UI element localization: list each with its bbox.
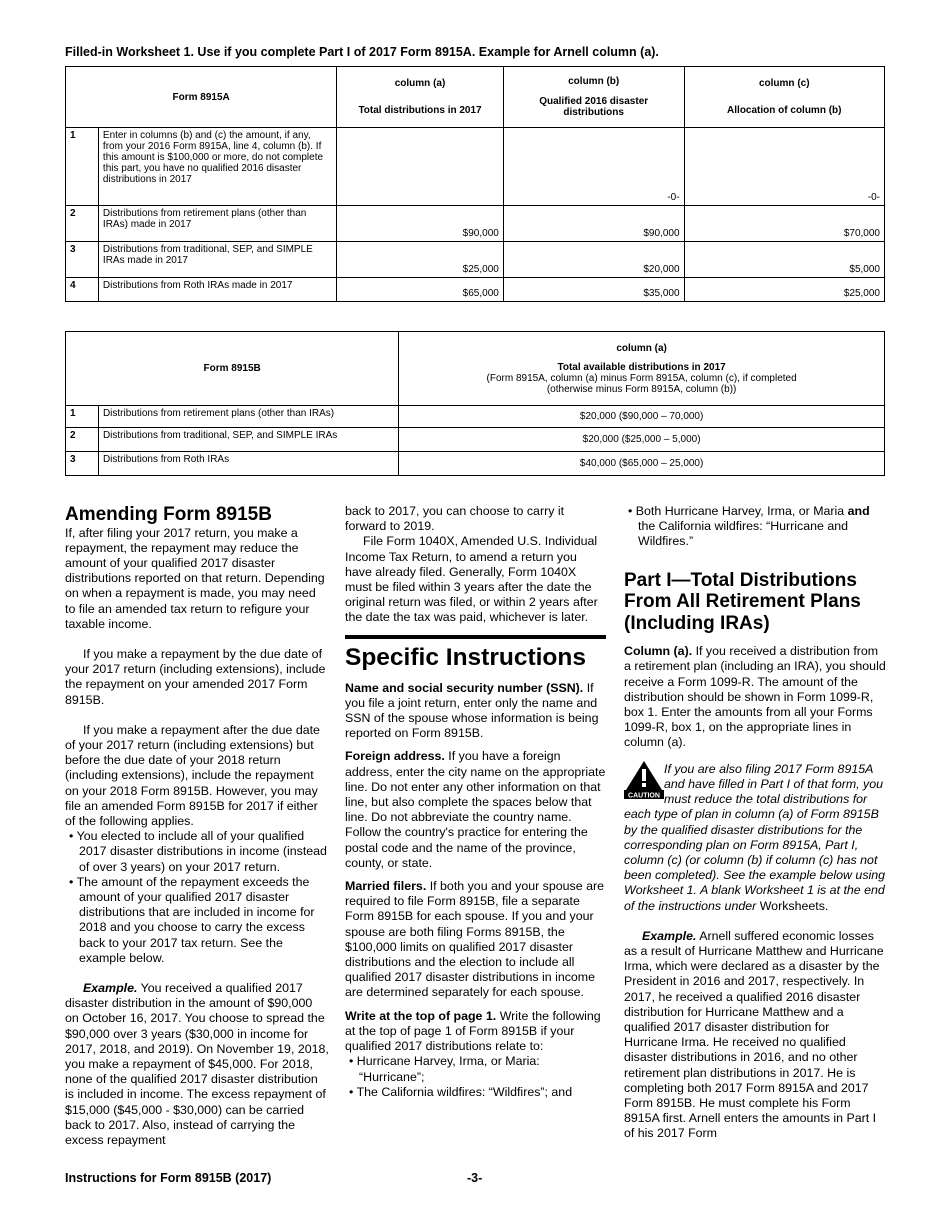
bullet-item: • You elected to include all of your qualified 2017 disaster distributions in income (instead of over 3 years) on your 2017 return. — [69, 829, 327, 874]
example-label: Example. — [642, 928, 697, 943]
bullet-text: Hurricane Harvey, Irma, or Maria: “Hurricane”; — [356, 1054, 540, 1084]
bullet-text: Both Hurricane Harvey, Irma, or Maria — [635, 504, 845, 518]
bullet-text: The California wildfires: “Wildfires”; and — [356, 1084, 573, 1099]
col-a-desc: Total available distributions in 2017 — [557, 361, 726, 373]
part1-heading: Part I—Total Distributions From All Retirement Plans (Including IRAs) — [624, 569, 861, 634]
right-column — [624, 504, 886, 1142]
form-8915a-header: Form 8915A — [66, 67, 337, 128]
column-a-text: If you received a distribution from a retirement plan (including an IRA), you should receive a Form 1099-R. The amount of the distribution should be shown in Form 1099-R, box 1. Enter the amounts from all your Forms 1099-R, box 1, on the appropriate lines in column (a). — [624, 644, 886, 750]
bullet-text-2: the California wildfires: “Hurricane and Wildfires.” — [638, 519, 849, 549]
table-row — [66, 242, 885, 278]
col-b-desc: Qualified 2016 disaster distributions — [539, 96, 649, 118]
worksheet-8915b-table — [65, 331, 885, 476]
ssn-label: Name and social security number (SSN). — [345, 680, 584, 695]
middle-column — [345, 504, 606, 1100]
bullet-item: • Hurricane Harvey, Irma, or Maria: “Hurricane”; — [349, 1054, 540, 1084]
line-number: 2 — [66, 206, 99, 242]
col-b-value: $35,000 — [503, 278, 684, 302]
col-a-note-2: (otherwise minus Form 8915A, column (b)) — [546, 383, 737, 395]
caution-text: If you are also filing 2017 Form 8915A and have filled in Part I of that form, you must reduce the total distributions for each type of plan in column (a) of Form 8915B by the qualified disaster distributions for the corresponding plan on Form 8915A, Part I, column (c) (or column (b) if column (c) has not been completed). See the example below using Worksheet 1. A blank Worksheet 1 is at the end of the instructions under — [624, 761, 886, 913]
write-label: Write at the top of page 1. — [345, 1008, 497, 1023]
line-number: 4 — [66, 278, 99, 302]
form-8915b-header: Form 8915B — [66, 332, 399, 406]
line-number: 1 — [66, 406, 99, 428]
col-b-name: column (b) — [568, 76, 620, 87]
specific-instructions-heading: Specific Instructions — [345, 635, 606, 673]
bullet-item: • The amount of the repayment exceeds the amount of your qualified 2017 disaster distributions that are included in income for 2018 and you choose to carry the excess back to your 2017 tax return. See the example below. — [69, 874, 315, 965]
amending-p1: If, after filing your 2017 return, you make a repayment, the repayment may reduce the amount of your qualified 2017 disaster distributions reported on that return. Depending on when a repayment is made, you may need to file an amended tax return to refigure your taxable income. — [65, 525, 325, 631]
married-filers-paragraph — [345, 879, 606, 1001]
worksheet-8915a-table — [65, 66, 885, 302]
caution-paragraph — [624, 762, 886, 914]
bullet-item: • The California wildfires: “Wildfires”; and — [349, 1084, 573, 1099]
table-row — [66, 278, 885, 302]
line-description: Distributions from traditional, SEP, and SIMPLE IRAs made in 2017 — [98, 242, 336, 278]
amending-p2: If you make a repayment by the due date of your 2017 return (including extensions), include the repayment on your amended 2017 Form 8915B. — [65, 646, 326, 707]
footer-title: Instructions for Form 8915B (2017) — [65, 1171, 272, 1185]
ssn-paragraph — [345, 681, 606, 742]
foreign-text: If you have a foreign address, enter the city name on the appropriate line. Do not enter any other information on that line, but also complete the spaces below that line. Do not abbreviate the country name. Follow the country's practice for entering the postal code and the name of the province, county, or state. — [345, 749, 606, 870]
line-description: Distributions from retirement plans (other than IRAs) made in 2017 — [98, 206, 336, 242]
col-a-value: $25,000 — [337, 242, 504, 278]
line-description: Enter in columns (b) and (c) the amount, if any, from your 2016 Form 8915A, line 4, column (b). If this amount is $100,000 or more, do not complete this part, you have no qualified 2016 disaster distributions in 2017 — [98, 128, 336, 206]
write-text: Write the following at the top of page 1 of Form 8915B if your qualified 2017 distributions relate to: — [345, 1008, 601, 1054]
col-c-value: $25,000 — [684, 278, 884, 302]
page-number: -3- — [467, 1171, 483, 1185]
table-row — [66, 406, 885, 428]
col-c-desc: Allocation of column (b) — [727, 105, 842, 116]
col-b-value: -0- — [503, 128, 684, 206]
foreign-address-paragraph — [345, 749, 606, 871]
col-a-value: $65,000 — [337, 278, 504, 302]
line-number: 3 — [66, 452, 99, 476]
left-column — [65, 504, 329, 1148]
table-row — [66, 128, 885, 206]
col-b-value: $20,000 — [503, 242, 684, 278]
line-number: 2 — [66, 428, 99, 452]
ssn-text: If you file a joint return, enter only the name and SSN of the spouse whose information is being reported on Form 8915B. — [345, 680, 599, 741]
worksheet-title: Filled-in Worksheet 1. Use if you complete Part I of 2017 Form 8915A. Example for Arnell column (a). — [65, 45, 659, 59]
continued-text: back to 2017, you can choose to carry it forward to 2019. — [345, 504, 565, 534]
line-description: Distributions from traditional, SEP, and SIMPLE IRAs — [98, 428, 398, 452]
col-c-value: -0- — [684, 128, 884, 206]
line-description: Distributions from Roth IRAs made in 2017 — [98, 278, 336, 302]
write-top-paragraph — [345, 1009, 606, 1055]
caution-tail: Worksheets. — [759, 898, 829, 913]
table-row — [66, 428, 885, 452]
col-a-value — [337, 128, 504, 206]
col-a-value: $40,000 ($65,000 – 25,000) — [399, 452, 885, 476]
col-a-note-1: (Form 8915A, column (a) minus Form 8915A, column (c), if completed — [486, 372, 797, 384]
married-label: Married filers. — [345, 879, 427, 894]
married-text: If both you and your spouse are required to file Form 8915B, file a separate Form 8915B for each spouse. If you and your spouse are both filing Forms 8915B, the $100,000 limits on qualified 2017 disaster distributions and the election to include all qualified 2017 disaster distributions in income are determined separately for each spouse. — [345, 879, 604, 1000]
table-row — [66, 452, 885, 476]
line-number: 3 — [66, 242, 99, 278]
amending-p3: If you make a repayment after the due date of your 2017 return (including extensions) but before the due date of your 2018 return (including extensions), include the repayment on your 2018 Form 8915B. However, you may file an amended Form 8915B for 2017 if either of the following applies. — [65, 722, 320, 828]
arnell-example — [624, 929, 886, 1142]
col-a-header — [399, 332, 885, 406]
col-c-value: $70,000 — [684, 206, 884, 242]
bullet-text: You elected to include all of your qualified 2017 disaster distributions in income (instead of over 3 years) on your 2017 return. — [76, 829, 327, 874]
col-a-name: column (a) — [394, 78, 446, 89]
bullet-text: The amount of the repayment exceeds the amount of your qualified 2017 disaster distributions that are included in income for 2018 and you choose to carry the excess back to your 2017 tax return. See the example below. — [76, 874, 315, 965]
col-c-header — [684, 67, 884, 128]
line-description: Distributions from Roth IRAs — [98, 452, 398, 476]
line-description: Distributions from retirement plans (other than IRAs) — [98, 406, 398, 428]
column-a-label: Column (a). — [624, 644, 693, 659]
col-a-name: column (a) — [616, 342, 667, 354]
amending-example — [65, 981, 329, 1148]
amending-heading: Amending Form 8915B — [65, 504, 272, 525]
bullet-item: • Both Hurricane Harvey, Irma, or Maria and the California wildfires: “Hurricane and Wildfires.” — [628, 504, 870, 549]
caution-icon — [624, 759, 664, 803]
caution-label: CAUTION — [628, 792, 660, 799]
col-b-header — [503, 67, 684, 128]
example-text: You received a qualified 2017 disaster distribution in the amount of $90,000 on October 16, 2017. You choose to spread the $90,000 over 3 years ($30,000 in income for 2017, 2018, and 2019). On November 19, 2018, you make a repayment of $45,000. For 2018, none of the qualified 2017 disaster distribution is included in income. The excess repayment of $15,000 ($45,000 - $30,000) can be carried back to 2017. Also, instead of carrying the excess repayment — [65, 980, 329, 1148]
table-row — [66, 206, 885, 242]
foreign-label: Foreign address. — [345, 749, 445, 764]
col-b-value: $90,000 — [503, 206, 684, 242]
col-c-name: column (c) — [758, 78, 810, 89]
form-1040x-text: File Form 1040X, Amended U.S. Individual Income Tax Return, to amend a return you have already filed. Generally, Form 1040X must be filed within 3 years after the date the original return was filed, or within 2 years after the date the tax was paid, whichever is later. — [345, 534, 598, 625]
col-a-value: $20,000 ($90,000 – 70,000) — [399, 406, 885, 428]
col-a-desc: Total distributions in 2017 — [358, 105, 482, 116]
col-a-value: $90,000 — [337, 206, 504, 242]
example-text: Arnell suffered economic losses as a result of Hurricane Matthew and Hurricane Irma, which were declared as a disaster by the President in 2016 and 2017, respectively. In 2017, he received a qualified 2016 disaster distribution for Hurricane Matthew and a qualified 2017 disaster distribution for Hurricane Irma. He received no qualified disaster distributions in 2016, and no other retirement plan distributions in 2017. He is completing both 2017 Form 8915A and 2017 Form 8915B. He must complete his Form 8915A first. Arnell enters the amounts in Part I of his 2017 Form — [624, 928, 884, 1141]
bullet-and: and — [847, 504, 870, 518]
col-a-header — [337, 67, 504, 128]
example-label: Example. — [83, 980, 138, 995]
column-a-paragraph — [624, 644, 886, 750]
col-a-value: $20,000 ($25,000 – 5,000) — [399, 428, 885, 452]
line-number: 1 — [66, 128, 99, 206]
col-c-value: $5,000 — [684, 242, 884, 278]
